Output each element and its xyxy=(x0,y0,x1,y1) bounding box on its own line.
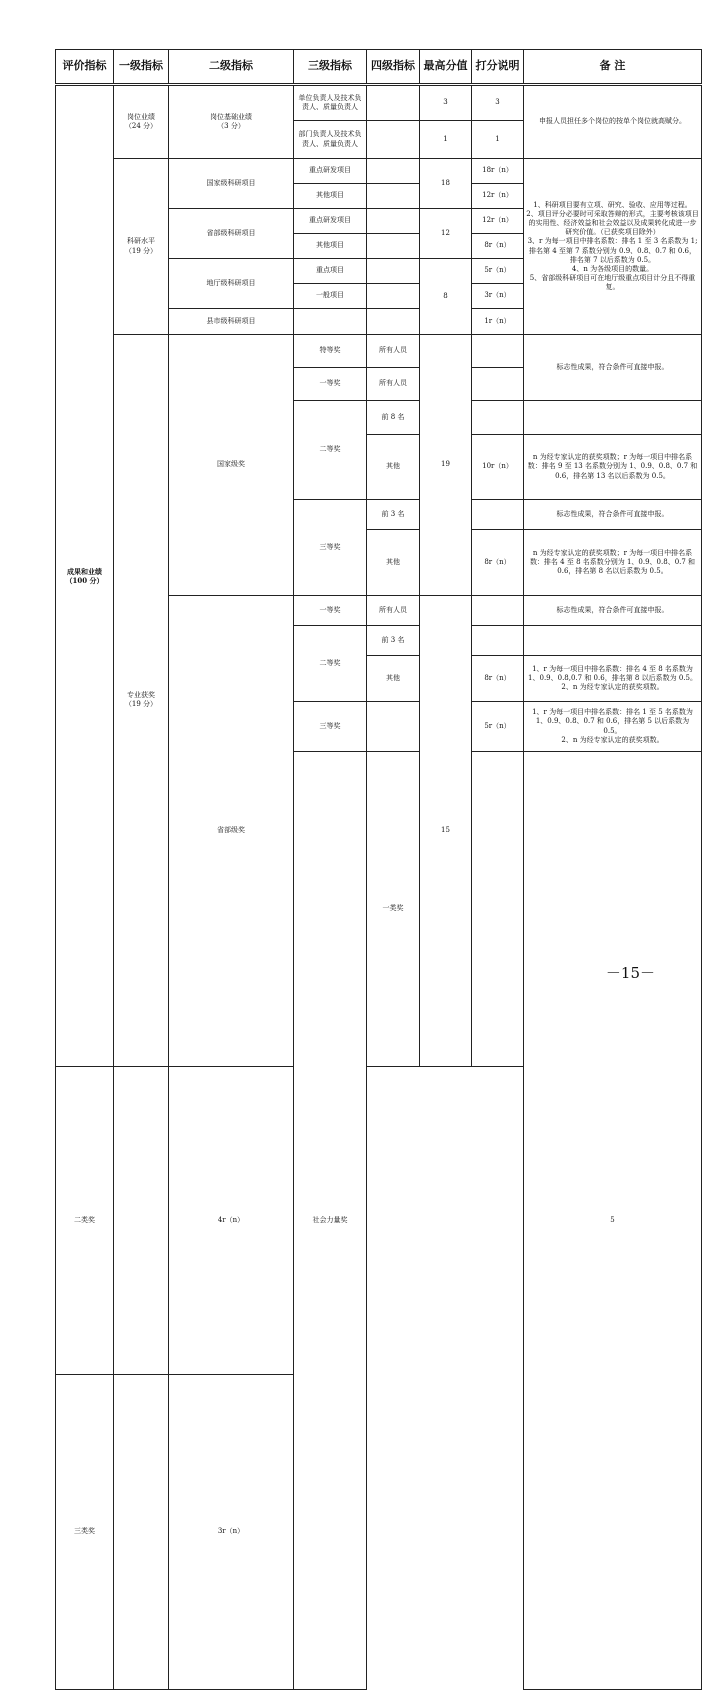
note-line: 2、n 为经专家认定的获奖项数。 xyxy=(561,683,664,692)
score-rule-cell: 3 xyxy=(472,85,524,121)
award-l2-cell: 社会力量奖 xyxy=(294,752,367,1690)
job-l1-name: 岗位业绩 xyxy=(127,112,155,121)
job-l2-score: （3 分） xyxy=(217,122,245,130)
header-cell: 二级指标 xyxy=(169,50,294,85)
empty-cell xyxy=(472,335,524,368)
research-l1-score: （19 分） xyxy=(124,246,158,255)
empty-cell xyxy=(472,596,524,626)
score-rule-cell: 5r（n） xyxy=(472,259,524,284)
job-l1-cell xyxy=(114,85,169,159)
empty-cell xyxy=(367,309,420,335)
research-notes-cell xyxy=(524,159,702,335)
research-l3-cell: 重点研发项目 xyxy=(294,159,367,184)
note-line: 2、项目评分必要时可采取答辩的形式，主要考核该项目的实用性、经济效益和社会效益以及成果转化成进一步研究价值。（已获奖项目除外） xyxy=(526,210,699,237)
evaluation-table xyxy=(55,49,702,1690)
evaluation-name: 成果和业绩 xyxy=(67,566,102,576)
award-l4-cell: 其他 xyxy=(367,435,420,500)
header-cell: 四级指标 xyxy=(367,50,420,85)
research-l3-cell: 其他项目 xyxy=(294,184,367,209)
award-l2-cell: 国家级奖 xyxy=(169,335,294,596)
research-l1-name: 科研水平 xyxy=(127,237,155,246)
empty-cell xyxy=(472,368,524,401)
award-l4-cell: 前 3 名 xyxy=(367,626,420,656)
empty-cell xyxy=(367,259,420,284)
score-rule-cell: 8r（n） xyxy=(472,656,524,702)
award-l4-cell: 前 3 名 xyxy=(367,500,420,530)
max-score-cell: 18 xyxy=(420,159,472,209)
job-l2-name: 岗位基础业绩 xyxy=(210,112,252,121)
table-row xyxy=(56,159,702,184)
award-l3-cell: 特等奖 xyxy=(294,335,367,368)
empty-cell xyxy=(472,752,524,1067)
note-line: 1、r 为每一项目中排名系数：排名 1 至 5 名系数为 1、0.9、0.8、0.7 和 0.6，排名第 5 以后系数为 0.5。 xyxy=(532,708,693,735)
research-l2-cell: 省部级科研项目 xyxy=(169,209,294,259)
note-cell: n 为经专家认定的获奖项数；r 为每一项目中排名系数：排名 4 至 8 名系数分别为 1、0.9、0.8、0.7 和 0.6，排名第 8 名以后系数为 0.5。 xyxy=(524,530,702,596)
award-l3-cell: 三等奖 xyxy=(294,702,367,752)
score-rule-cell: 1 xyxy=(472,121,524,159)
score-rule-cell: 8r（n） xyxy=(472,530,524,596)
header-cell: 三级指标 xyxy=(294,50,367,85)
empty-cell xyxy=(367,209,420,234)
empty-cell xyxy=(367,85,420,121)
note-line: 2、n 为经专家认定的获奖项数。 xyxy=(561,735,664,744)
research-l3-cell: 重点项目 xyxy=(294,259,367,284)
award-l2-cell: 省部级奖 xyxy=(169,596,294,1067)
note-line: 1、科研项目要有立项、研究、验收、应用等过程。 xyxy=(533,201,692,210)
note-line: 5、省部级科研项目可在地厅级重点项目计分且不得重复。 xyxy=(529,273,696,291)
research-l2-cell: 县市级科研项目 xyxy=(169,309,294,335)
research-l2-cell: 国家级科研项目 xyxy=(169,159,294,209)
research-l3-cell: 重点研发项目 xyxy=(294,209,367,234)
score-rule-cell: 8r（n） xyxy=(472,234,524,259)
score-rule-cell: 1r（n） xyxy=(472,309,524,335)
max-score-cell: 12 xyxy=(420,209,472,259)
empty-cell xyxy=(367,702,420,752)
note-line: 3、r 为每一项目中排名系数：排名 1 至 3 名系数为 1;排名第 4 至第 7 系数分别为 0.9、0.8、0.7 和 0.6，排名第 7 以后系数为 0.5。 xyxy=(527,237,698,264)
score-rule-cell: 18r（n） xyxy=(472,159,524,184)
table-row xyxy=(56,335,702,368)
table-header-row xyxy=(56,50,702,85)
score-rule-cell: 3r（n） xyxy=(472,284,524,309)
job-l2-cell xyxy=(169,85,294,159)
research-l3-cell: 其他项目 xyxy=(294,234,367,259)
empty-cell xyxy=(524,626,702,656)
note-cell: n 为经专家认定的获奖项数；r 为每一项目中排名系数：排名 9 至 13 名系数分别为 1、0.9、0.8、0.7 和 0.6，排名第 13 名以后系数为 0.5。 xyxy=(524,435,702,500)
award-l1-name: 专业获奖 xyxy=(127,691,155,700)
max-score-cell: 8 xyxy=(420,259,472,335)
score-rule-cell: 10r（n） xyxy=(472,435,524,500)
award-l3-cell: 二等奖 xyxy=(294,626,367,702)
empty-cell xyxy=(367,284,420,309)
job-l3-cell: 单位负责人及技术负责人、质量负责人 xyxy=(294,85,367,121)
score-rule-cell: 3r（n） xyxy=(169,1374,294,1689)
evaluation-name-cell xyxy=(56,85,114,1067)
table-row xyxy=(56,85,702,121)
job-l1-score: （24 分） xyxy=(124,122,158,130)
empty-cell xyxy=(367,184,420,209)
empty-cell xyxy=(294,309,367,335)
award-l3-cell: 一类奖 xyxy=(367,752,420,1067)
evaluation-score: （100 分） xyxy=(65,575,104,585)
max-score-cell: 19 xyxy=(420,335,472,596)
job-l3-cell: 部门负责人及技术负责人、质量负责人 xyxy=(294,121,367,159)
header-cell: 备 注 xyxy=(524,50,702,85)
award-l3-cell: 一等奖 xyxy=(294,368,367,401)
score-rule-cell: 4r（n） xyxy=(169,1066,294,1374)
empty-cell xyxy=(114,1374,169,1689)
max-score-cell: 5 xyxy=(524,752,702,1690)
note-cell: 申报人员担任多个岗位的按单个岗位就高赋分。 xyxy=(524,85,702,159)
score-rule-cell: 12r（n） xyxy=(472,209,524,234)
score-rule-cell: 5r（n） xyxy=(472,702,524,752)
note-line: 4、n 为各级项目的数量。 xyxy=(571,264,654,273)
award-l1-score: （19 分） xyxy=(124,700,158,709)
empty-cell xyxy=(367,234,420,259)
empty-cell xyxy=(367,121,420,159)
award-l4-cell: 前 8 名 xyxy=(367,401,420,435)
header-cell: 一级指标 xyxy=(114,50,169,85)
award-l3-cell: 一等奖 xyxy=(294,596,367,626)
header-cell: 打分说明 xyxy=(472,50,524,85)
award-l4-cell: 其他 xyxy=(367,530,420,596)
score-rule-cell: 12r（n） xyxy=(472,184,524,209)
research-l3-cell: 一般项目 xyxy=(294,284,367,309)
max-score-cell: 3 xyxy=(420,85,472,121)
empty-cell xyxy=(367,159,420,184)
page-number: －15－ xyxy=(605,964,655,982)
award-l3-cell: 二类奖 xyxy=(56,1066,114,1374)
research-l1-cell xyxy=(114,159,169,335)
note-cell: 标志性成果，符合条件可直接申报。 xyxy=(524,335,702,401)
note-cell: 标志性成果，符合条件可直接申报。 xyxy=(524,500,702,530)
award-l3-cell: 三等奖 xyxy=(294,500,367,596)
award-l3-cell: 二等奖 xyxy=(294,401,367,500)
award-l4-cell: 所有人员 xyxy=(367,335,420,368)
empty-cell xyxy=(114,1066,169,1374)
award-l4-cell: 所有人员 xyxy=(367,596,420,626)
note-cell: 标志性成果，符合条件可直接申报。 xyxy=(524,596,702,626)
max-score-cell: 15 xyxy=(420,596,472,1067)
research-l2-cell: 地厅级科研项目 xyxy=(169,259,294,309)
empty-cell xyxy=(472,500,524,530)
note-cell xyxy=(524,656,702,702)
award-l4-cell: 其他 xyxy=(367,656,420,702)
max-score-cell: 1 xyxy=(420,121,472,159)
note-line: 1、r 为每一项目中排名系数：排名 4 至 8 名系数为 1、0.9、0.8,0.7 和 0.6，排名第 8 以后系数为 0.5。 xyxy=(528,664,697,682)
header-cell: 评价指标 xyxy=(56,50,114,85)
empty-cell xyxy=(472,401,524,435)
empty-cell xyxy=(472,626,524,656)
award-l1-cell xyxy=(114,335,169,1067)
award-l3-cell: 三类奖 xyxy=(56,1374,114,1689)
award-l4-cell: 所有人员 xyxy=(367,368,420,401)
header-cell: 最高分值 xyxy=(420,50,472,85)
note-cell xyxy=(524,702,702,752)
empty-cell xyxy=(524,401,702,435)
